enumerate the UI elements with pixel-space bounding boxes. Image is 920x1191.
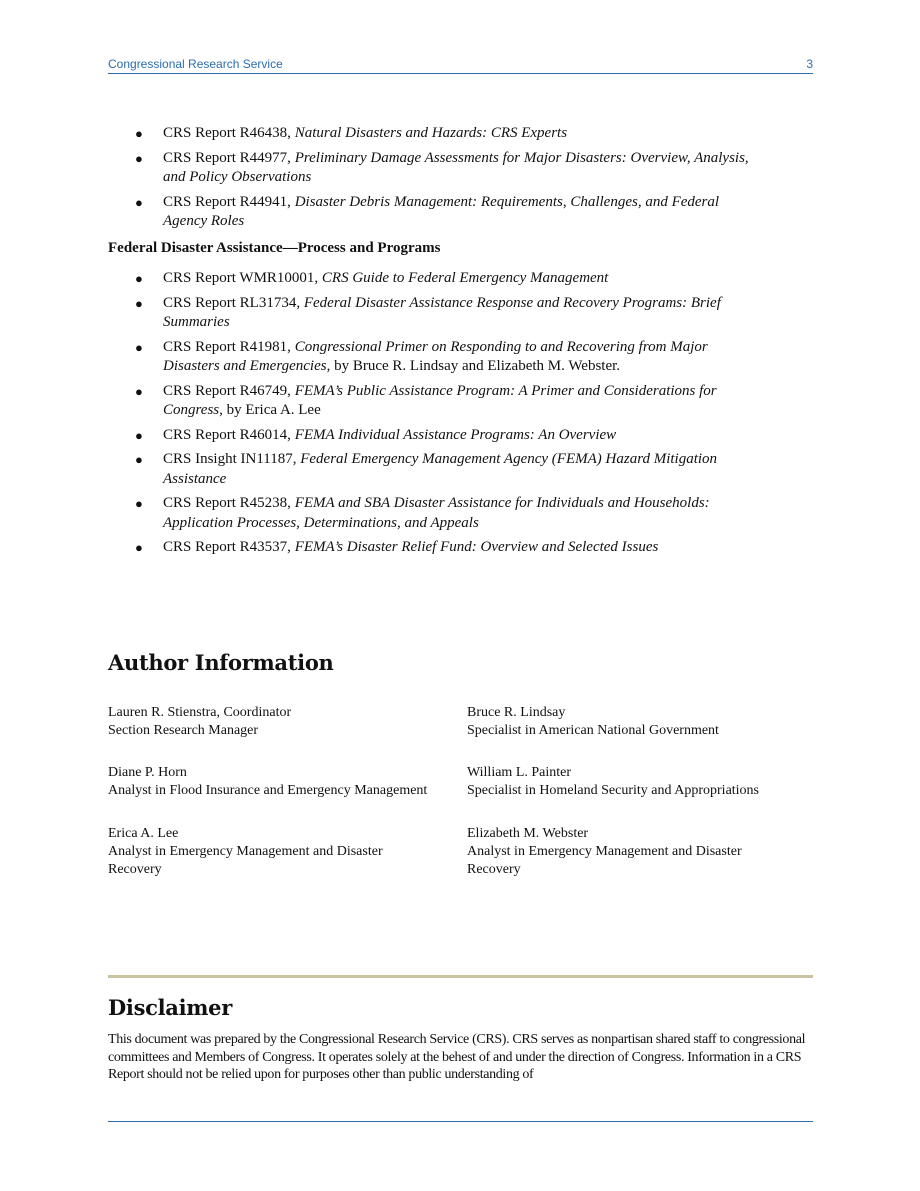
header-title: Congressional Research Service bbox=[108, 57, 283, 71]
reference-list-assistance bbox=[108, 269, 813, 563]
author-role: Analyst in Emergency Management and Disaster Recovery bbox=[108, 844, 383, 877]
author-entry bbox=[467, 825, 777, 879]
list-item: ● CRS Report R46014, FEMA Individual Assistance Programs: An Overview bbox=[108, 426, 763, 446]
author-entry bbox=[108, 704, 458, 740]
list-item: ● CRS Report R43537, FEMA’s Disaster Relief Fund: Overview and Selected Issues bbox=[108, 538, 763, 558]
report-title-link[interactable]: CRS Guide to Federal Emergency Management bbox=[321, 270, 609, 286]
report-title-link[interactable]: FEMA’s Public Assistance Program: A Primer and Considerations for Congress bbox=[163, 382, 717, 418]
author-entry bbox=[467, 764, 817, 800]
author-role: Analyst in Emergency Management and Disaster Recovery bbox=[467, 844, 742, 877]
author-entry bbox=[108, 825, 418, 879]
report-title-link[interactable]: Congressional Primer on Responding to and Recovering from Major Disasters and Emergencies bbox=[163, 338, 708, 374]
report-title-link[interactable]: Natural Disasters and Hazards: CRS Experts bbox=[294, 125, 568, 141]
author-name: Erica A. Lee bbox=[108, 826, 179, 841]
bullet-icon: ● bbox=[135, 540, 143, 555]
author-name: Elizabeth M. Webster bbox=[467, 826, 589, 841]
list-item: ● CRS Report RL31734, Federal Disaster Assistance Response and Recovery Programs: Brief Summaries bbox=[135, 294, 721, 330]
bullet-icon: ● bbox=[135, 150, 143, 166]
bullet-icon: ● bbox=[135, 339, 143, 355]
author-name: Lauren R. Stienstra, Coordinator bbox=[108, 705, 292, 720]
list-item: ● CRS Report R45238, FEMA and SBA Disaster Assistance for Individuals and Households: Application Processes, Determinations, and Appeals bbox=[135, 495, 710, 531]
report-title-link[interactable]: FEMA and SBA Disaster Assistance for Individuals and Households: Application Processes, Determinations, and Appeals bbox=[163, 495, 710, 531]
bullet-icon: ● bbox=[135, 452, 143, 467]
report-title-link[interactable]: FEMA’s Disaster Relief Fund: Overview and Selected Issues bbox=[294, 539, 659, 555]
author-entry bbox=[467, 704, 817, 740]
list-item: ● CRS Report R46438, Natural Disasters and Hazards: CRS Experts bbox=[108, 124, 763, 144]
report-title-link[interactable]: Preliminary Damage Assessments for Major Disasters: Overview, Analysis, and Policy Observations bbox=[163, 149, 749, 185]
bullet-icon: ● bbox=[135, 194, 143, 210]
list-item: ● CRS Insight IN11187, Federal Emergency Management Agency (FEMA) Hazard Mitigation Assistance bbox=[135, 451, 718, 487]
bullet-icon: ● bbox=[135, 383, 143, 399]
page-number: 3 bbox=[806, 57, 813, 71]
author-information-heading: Author Information bbox=[108, 650, 334, 675]
bullet-icon: ● bbox=[135, 126, 143, 141]
author-role: Specialist in Homeland Security and Appropriations bbox=[467, 783, 760, 798]
page-header bbox=[108, 57, 813, 74]
reference-list-hazards bbox=[108, 124, 813, 237]
disclaimer-text: This document was prepared by the Congressional Research Service (CRS). CRS serves as nonpartisan shared staff to congressional committees and Members of Congress. It operates solely at the behest of and under the direction of Congress. Information in a CRS Report should not be relied upon for purposes other than public understanding of bbox=[108, 1032, 806, 1082]
report-title-link[interactable]: Federal Disaster Assistance Response and Recovery Programs: Brief Summaries bbox=[163, 294, 721, 330]
section-heading: Federal Disaster Assistance—Process and Programs bbox=[108, 240, 441, 256]
footer-divider bbox=[108, 1121, 813, 1122]
list-item: ● CRS Report R44977, Preliminary Damage Assessments for Major Disasters: Overview, Analysis, and Policy Observations bbox=[135, 149, 749, 185]
author-name: Bruce R. Lindsay bbox=[467, 705, 566, 720]
bullet-icon: ● bbox=[135, 427, 143, 443]
author-name: Diane P. Horn bbox=[108, 765, 187, 780]
disclaimer-heading: Disclaimer bbox=[108, 995, 233, 1020]
list-item: ● CRS Report R46749, FEMA’s Public Assistance Program: A Primer and Considerations for Congress, by Erica A. Lee bbox=[135, 382, 717, 418]
bullet-icon: ● bbox=[135, 271, 143, 286]
bullet-icon: ● bbox=[135, 496, 143, 511]
author-role: Section Research Manager bbox=[108, 723, 259, 738]
author-entry bbox=[108, 764, 458, 800]
author-role: Analyst in Flood Insurance and Emergency Management bbox=[108, 783, 428, 798]
author-role: Specialist in American National Government bbox=[467, 723, 719, 738]
report-title-link[interactable]: Disaster Debris Management: Requirements, Challenges, and Federal Agency Roles bbox=[163, 193, 720, 229]
report-title-link[interactable]: FEMA Individual Assistance Programs: An Overview bbox=[294, 426, 617, 443]
section-divider bbox=[108, 975, 813, 978]
report-title-link[interactable]: Federal Emergency Management Agency (FEMA) Hazard Mitigation Assistance bbox=[163, 451, 718, 487]
list-item: ● CRS Report WMR10001, CRS Guide to Federal Emergency Management bbox=[108, 269, 763, 289]
list-item: ● CRS Report R44941, Disaster Debris Management: Requirements, Challenges, and Federal Agency Roles bbox=[135, 193, 720, 229]
list-item: ● CRS Report R41981, Congressional Primer on Responding to and Recovering from Major Disasters and Emergencies, by Bruce R. Lindsay and Elizabeth M. Webster. bbox=[135, 338, 708, 374]
bullet-icon: ● bbox=[135, 295, 143, 311]
author-name: William L. Painter bbox=[467, 765, 572, 780]
